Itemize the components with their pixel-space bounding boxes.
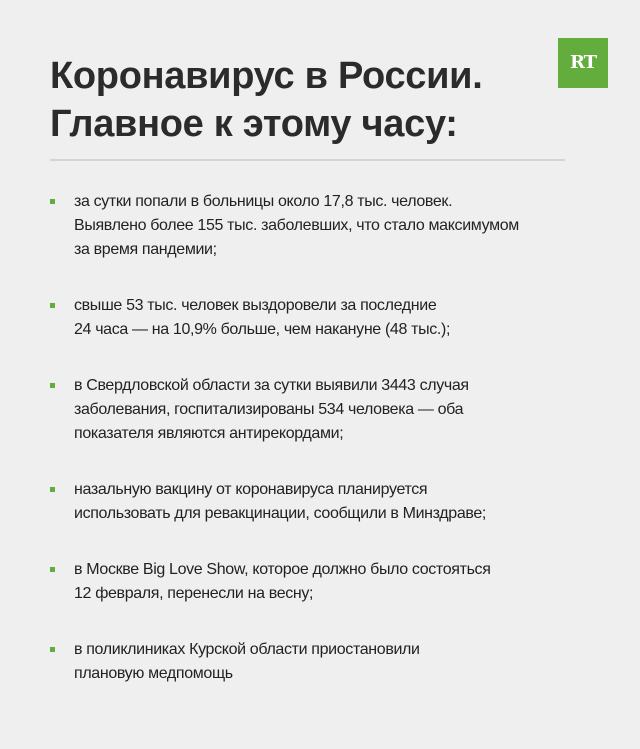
item-line: в Свердловской области за сутки выявили 3443 случая (74, 377, 469, 394)
title-line: Коронавирус в России. (50, 55, 483, 97)
rt-logo (558, 38, 608, 88)
news-item (50, 374, 610, 446)
item-line: 12 февраля, перенесли на весну; (74, 585, 314, 602)
item-line: назальную вакцину от коронавируса планируется (74, 481, 428, 498)
item-line: за время пандемии; (74, 241, 217, 258)
item-line: Выявлено более 155 тыс. заболевших, что стало максимумом (74, 217, 519, 234)
item-line: заболевания, госпитализированы 534 человека — оба (74, 401, 464, 418)
item-line: свыше 53 тыс. человек выздоровели за последние (74, 297, 437, 314)
bullet-icon (50, 647, 55, 652)
bullet-icon (50, 383, 55, 388)
item-line: использовать для ревакцинации, сообщили в Минздраве; (74, 505, 487, 522)
news-list (50, 190, 610, 686)
bullet-icon (50, 487, 55, 492)
item-line: плановую медпомощь (74, 665, 233, 682)
item-line: показателя являются антирекордами; (74, 425, 344, 442)
item-line: за сутки попали в больницы около 17,8 тыс. человек. (74, 193, 453, 210)
item-line: 24 часа — на 10,9% больше, чем накануне (48 тыс.); (74, 321, 451, 338)
bullet-icon (50, 303, 55, 308)
news-item (50, 558, 610, 606)
news-item (50, 478, 610, 526)
header-divider (50, 159, 565, 161)
bullet-icon (50, 567, 55, 572)
item-line: в поликлиниках Курской области приостановили (74, 641, 420, 658)
news-item (50, 190, 610, 262)
page-title (50, 52, 530, 148)
news-item (50, 638, 610, 686)
bullet-icon (50, 199, 55, 204)
news-item (50, 294, 610, 342)
rt-logo-text: RT (569, 52, 597, 73)
title-line: Главное к этому часу: (50, 103, 458, 145)
item-line: в Москве Big Love Show, которое должно было состояться (74, 561, 491, 578)
